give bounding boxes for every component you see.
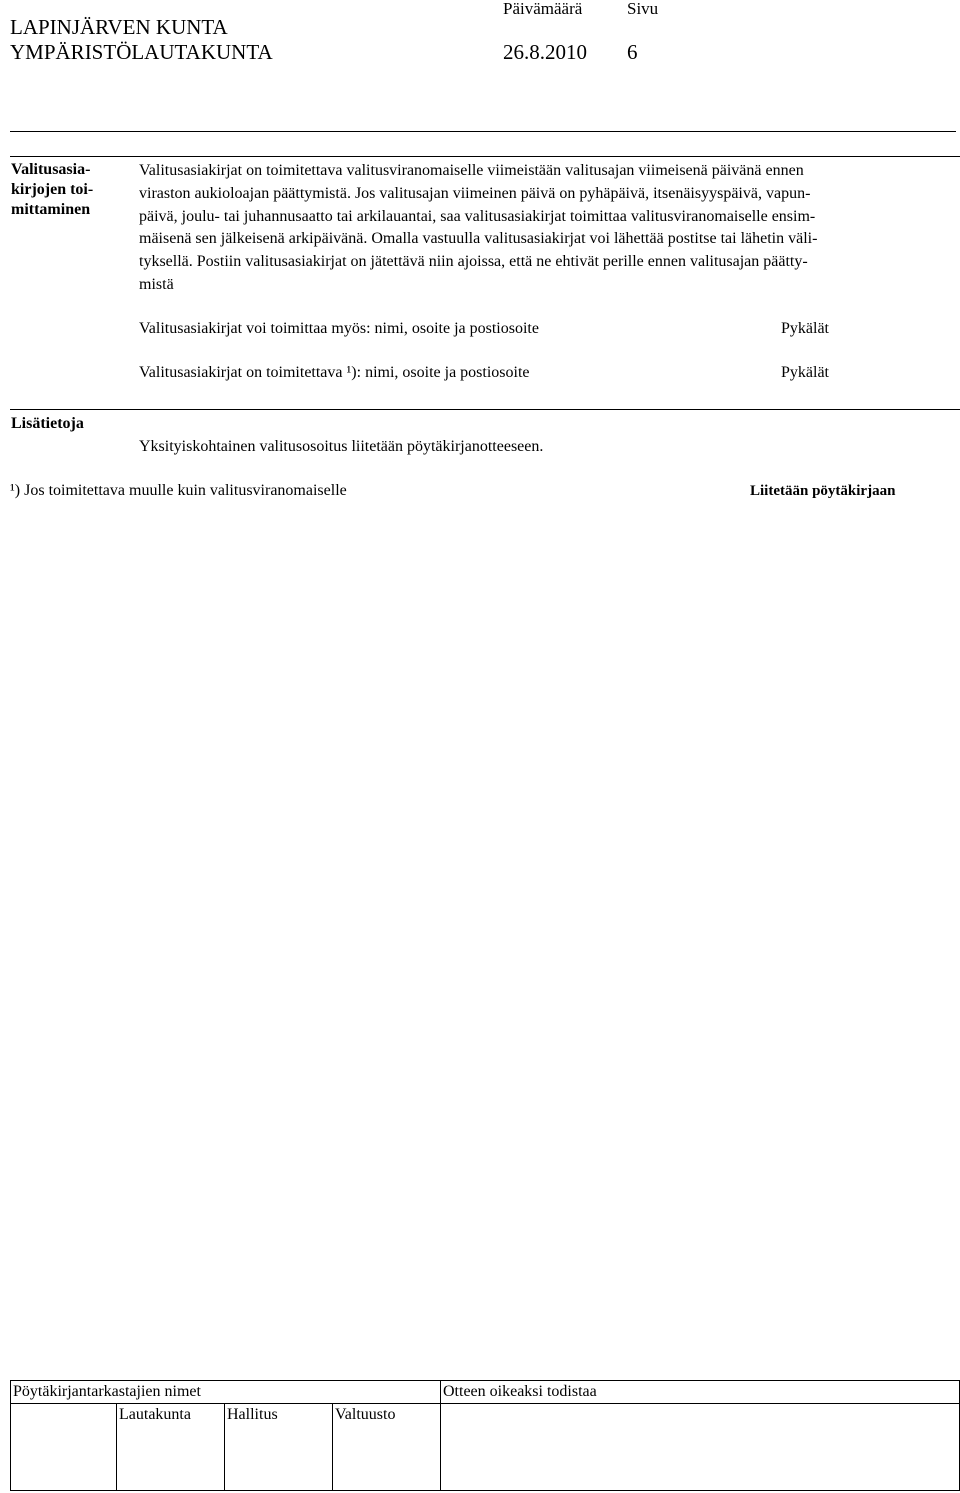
signature-column-divider [116, 1404, 117, 1491]
attachment-note: Liitetään pöytäkirjaan [750, 483, 896, 499]
date-value: 26.8.2010 [503, 40, 587, 64]
organization-name: LAPINJÄRVEN KUNTA [10, 15, 228, 39]
certified-copy-header: Otteen oikeaksi todistaa [443, 1383, 597, 1400]
required-recipient-text: Valitusasiakirjat on toimitettava ¹): nimi, osoite ja postiosoite [139, 364, 530, 381]
submission-label-line-2: kirjojen toi- [11, 181, 94, 198]
signature-table-row-divider [11, 1403, 959, 1404]
board-column-label: Lautakunta [119, 1406, 191, 1423]
signature-column-divider [332, 1404, 333, 1491]
council-column-label: Valtuusto [335, 1406, 396, 1423]
additional-info-label: Lisätietoja [11, 415, 84, 432]
page-value: 6 [627, 40, 638, 64]
page-label: Sivu [627, 0, 659, 18]
instruction-line: mistä [139, 275, 174, 293]
date-label: Päivämäärä [503, 0, 583, 18]
section-divider-top [10, 156, 960, 157]
organization-unit: YMPÄRISTÖLAUTAKUNTA [10, 40, 273, 64]
instruction-line: mäisenä sen jälkeisenä arkipäivänä. Omalla vastuulla valitusasiakirjat voi lähettää postitse tai lähetin väli- [139, 230, 818, 248]
submission-instructions [139, 160, 929, 297]
instruction-line: Valitusasiakirjat on toimitettava valitusviranomaiselle viimeistään valitusajan viimeisenä päivänä ennen [139, 162, 804, 179]
signature-table-column-divider [440, 1381, 441, 1490]
reviewers-names-header: Pöytäkirjantarkastajien nimet [13, 1383, 201, 1400]
instruction-line: tyksellä. Postiin valitusasiakirjat on jätettävä niin ajoissa, että ne ehtivät perille ennen valitusajan päätty- [139, 253, 808, 271]
submission-section-label [11, 160, 123, 220]
instruction-line: päivä, joulu- tai juhannusaatto tai arkilauantai, saa valitusasiakirjat toimittaa valitusviranomaiselle ensim- [139, 207, 816, 225]
submission-label-line-1: Valitusasia- [11, 161, 91, 178]
signature-column-divider [224, 1404, 225, 1491]
footnote-text: ¹) Jos toimitettava muulle kuin valitusviranomaiselle [10, 482, 347, 499]
submission-label-line-3: mittaminen [11, 201, 91, 218]
header-divider [10, 131, 956, 132]
government-column-label: Hallitus [227, 1406, 278, 1423]
required-recipient-sections: Pykälät [781, 364, 829, 381]
instruction-line: viraston aukioloajan päättymistä. Jos valitusajan viimeinen päivä on pyhäpäivä, itsenäisyyspäivä, vapun- [139, 184, 811, 202]
signature-table [10, 1380, 960, 1491]
alternative-recipient-text: Valitusasiakirjat voi toimittaa myös: nimi, osoite ja postiosoite [139, 320, 539, 337]
section-divider-bottom [10, 409, 960, 410]
additional-info-text: Yksityiskohtainen valitusosoitus liitetään pöytäkirjanotteeseen. [139, 438, 544, 455]
alternative-recipient-sections: Pykälät [781, 320, 829, 337]
